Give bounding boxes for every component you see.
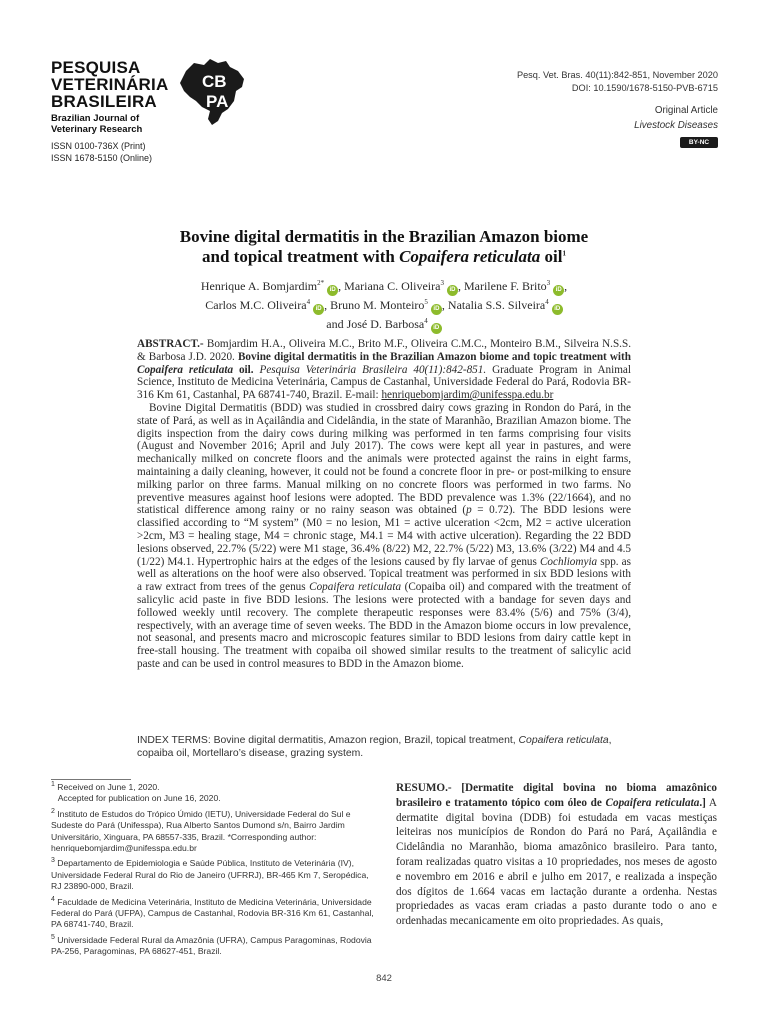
author-affiliation-ref: 4 <box>424 317 428 325</box>
author-name[interactable]: Mariana C. Oliveira <box>344 279 441 293</box>
journal-subtitle <box>51 113 142 135</box>
email-link[interactable]: henriquebomjardim@unifesspa.edu.br <box>381 389 554 402</box>
journal-name <box>51 59 168 110</box>
author-name[interactable]: Henrique A. Bomjardim <box>200 279 318 293</box>
author-affiliation-ref: 4 <box>545 298 549 306</box>
resumo-text: A dermatite digital bovina (DDB) foi estudada em vacas mestiças leiteiras nos municípios de Rondon do Pará no Pará, Açailândia e Cidelândia no Maranhão, bioma amazônico brasileiro. Para tanto, foram realizadas quatro visitas a 10 propriedades, nos meses de agosto e novembro em 2016 e abril e julho em 2017, e realizada a inspeção dos dígitos de 1.664 vacas em lactação durante a ordenha. Nestas propriedades as vacas eram criadas a pasto durante todo o ano e ordenhadas mecanicamente em oito propriedades. As quais, <box>396 796 718 928</box>
author-name[interactable]: Bruno M. Monteiro <box>330 298 425 312</box>
abstract-genus: Cochliomyia <box>539 555 598 568</box>
logo-text-bottom: PA <box>206 92 229 111</box>
title-footnote-ref: 1 <box>562 249 566 258</box>
orcid-icon[interactable]: iD <box>313 304 324 315</box>
abstract-p-symbol: p <box>466 504 472 517</box>
citation-info <box>517 69 718 95</box>
abstract-text: spp. as well as alterations on the hoof were also observed. Topical treatment was performed in six BDD lesions with a raw extract from trees of the genus <box>137 555 631 594</box>
abstract-text: (Copaiba oil) and compared with the treatment of salicylic acid paste in five BDD lesions. The lesions were protected with a bandage for seven days and followed weekly until recovery. The complete therapeutic responses were 83.4% (5/6) and 75% (3/4), respectively, with an average time of seven weeks. The BDD in the Amazon biome occurs in low prevalence, not seasonal, and presents macro and microscopic features similar to BDD lesions from dairy cattle kept in free-stall housing. The treatment with copaiba oil showed similar results to the treatment of salicylic acid paste and can be used in control measures to BDD in the Amazon biome. <box>137 581 632 670</box>
title-species: Copaifera reticulata <box>399 247 541 266</box>
footnote-text: Universidade Federal Rural da Amazônia (UFRA), Campus Paragominas, Rodovia PA-256, Paragominas, PA 68627-451, Brazil. <box>51 934 372 957</box>
abstract-citation-paragraph <box>137 338 631 402</box>
citation-line: Pesq. Vet. Bras. 40(11):842-851, November 2020 <box>516 70 718 80</box>
journal-subtitle-line: Brazilian Journal of <box>51 113 140 124</box>
footnotes <box>51 782 378 962</box>
license-label: BY-NC <box>688 139 710 146</box>
footnote-number: 1 <box>51 781 55 789</box>
footnote-text: Instituto de Estudos do Trópico Úmido (IETU), Universidade Federal do Sul e Sudeste do Pará (Unifesspa), Rua Alberto Santos Dumond s/n, Bairro Jardim Universitário, Xinguara, PA 68557-335, Brazil. *Corresponding author: henriquebomjardim@unifesspa.edu.br <box>51 808 351 854</box>
issn-online: ISSN 1678-5150 (Online) <box>51 153 153 163</box>
footnote-number: 5 <box>51 934 55 942</box>
author-separator: , <box>441 298 448 312</box>
author-separator: , <box>457 279 464 293</box>
footnote <box>51 793 378 804</box>
author-name[interactable]: and José D. Barbosa <box>326 317 425 331</box>
journal-name-line: PESQUISA <box>51 58 141 77</box>
journal-name-line: BRASILEIRA <box>51 92 157 111</box>
abstract-text: Bovine Digital Dermatitis (BDD) was studied in crossbred dairy cows grazing in Rondon do Pará, in the state of Pará, as well as in Açailândia and Cidelândia, in the state of Maranhão, Brazilian Amazon biome. The digits inspection from the dairy cows during milking was performed in ten farms comprising four visits (August and November 2016; April and July 2017). The cows were kept all year in pastures, and were mechanically milked on concrete floors and the animals were protected against the rains in eight farms, maintaining a daily cleaning, however, it could not be found a concrete floor in pre- or post-milking to ensure milking parlor on three farms. Manual milking on no concrete floors was performed in two farms. No preventive measures against hoof lesions were adopted. The BDD prevalence was 1.3% (22/1664), and no statistical difference among rainy or no rainy season was obtained ( <box>137 401 631 517</box>
footnote-text: Faculdade de Medicina Veterinária, Instituto de Medicina Veterinária, Universidade Federal do Pará (UFPA), Campus de Castanhal, Rodovia BR-316 Km 61, Castanhal, PA 68741-740, Brazil. <box>51 896 374 930</box>
footnote <box>51 809 378 855</box>
footnote-number: 3 <box>51 857 55 865</box>
cbpa-logo <box>178 57 246 127</box>
footnote-number: 2 <box>51 807 55 815</box>
index-terms-text: , copaiba oil, Mortellaro’s disease, grazing system. <box>137 735 612 759</box>
abstract-title-species: Copaifera reticulata <box>137 363 234 376</box>
author-affiliation-ref: 3 <box>440 279 444 287</box>
article-type-block <box>634 103 718 133</box>
page-number: 842 <box>376 973 392 984</box>
resumo <box>396 781 717 929</box>
author-affiliation-ref: 5 <box>424 298 428 306</box>
journal-subtitle-line: Veterinary Research <box>51 124 143 135</box>
author-affiliation-ref: 2* <box>317 279 325 287</box>
abstract-label: ABSTRACT.- <box>137 338 204 350</box>
journal-name-line: VETERINÁRIA <box>51 75 169 94</box>
footnote <box>51 935 378 958</box>
footnote <box>51 782 378 793</box>
orcid-icon[interactable]: iD <box>327 285 338 296</box>
footnote-text: Departamento de Epidemiologia e Saúde Pública, Instituto de Veterinária (IV), Universidade Federal Rural do Rio de Janeiro (UFRRJ), BR-465 Km 7, Seropédica, RJ 23890-000, Brazil. <box>51 858 369 892</box>
abstract-title-end: oil. <box>233 363 254 376</box>
orcid-icon[interactable]: iD <box>447 285 458 296</box>
issn-block <box>51 140 152 164</box>
author-affiliation-ref: 3 <box>546 279 551 287</box>
footnote-divider <box>51 779 131 780</box>
author-name[interactable]: Natalia S.S. Silveira <box>447 298 546 312</box>
index-terms <box>137 734 631 760</box>
resumo-title: [Dermatite digital bovina no bioma amazônico brasileiro e tratamento tópico com óleo de <box>396 782 717 809</box>
index-terms-species: Copaifera reticulata <box>518 735 609 746</box>
title-line-2a: and topical treatment with <box>202 247 400 266</box>
article-title <box>60 227 708 267</box>
orcid-icon[interactable]: iD <box>553 285 564 296</box>
author-separator: , <box>324 298 331 312</box>
footnote-text: Accepted for publication on June 16, 2020. <box>51 793 221 804</box>
orcid-icon[interactable]: iD <box>552 304 563 315</box>
index-terms-text: INDEX TERMS: Bovine digital dermatitis, Amazon region, Brazil, topical treatment, <box>137 735 519 746</box>
abstract-text: = 0.72). The BDD lesions were classified according to “M system” (M0 = no lesion, M1 = active ulceration <2cm, M2 = active ulceration >2cm, M3 = healing stage, M4 = chronic stage, M4.1 = M4 with active ulceration). Regarding the 22 BDD lesions observed, 22.7% (5/22) were M1 stage, 36.4% (8/22) M2, 22.7% (5/22) M3, 13.6% (3/22) M4 and 4.5 (1/22) M4.1. Hypertrophic hairs at the edges of the lesions caused by fly larvae of genus <box>137 504 631 568</box>
resumo-title-end: .] <box>699 796 706 809</box>
abstract-citation: Bomjardim H.A., Oliveira M.C., Brito M.F., Oliveira C.M.C., Monteiro B.M., Silveira N.S.S. & Barbosa J.D. 2020. <box>137 338 631 363</box>
author-name[interactable]: Marilene F. Brito <box>463 279 547 293</box>
cc-license-badge[interactable] <box>680 137 718 148</box>
footnote <box>51 858 378 892</box>
logo-text-top: CB <box>202 72 227 91</box>
issn-print: ISSN 0100-736X (Print) <box>51 141 146 151</box>
resumo-species: Copaifera reticulata <box>605 796 700 809</box>
author-separator: , <box>338 279 345 293</box>
abstract <box>137 338 631 671</box>
resumo-label: RESUMO.- <box>396 782 452 794</box>
abstract-title: Bovine digital dermatitis in the Brazilian Amazon biome and topic treatment with <box>237 350 631 363</box>
article-category: Livestock Diseases <box>634 120 718 131</box>
footnote <box>51 897 378 931</box>
title-line-1: Bovine digital dermatitis in the Brazilian Amazon biome <box>179 227 589 246</box>
author-affiliation-ref: 4 <box>306 298 311 306</box>
abstract-species: Copaifera reticulata <box>309 581 402 594</box>
abstract-affiliation: Graduate Program in Animal Science, Instituto de Medicina Veterinária, Campus de Castanhal, Universidade Federal do Pará, Rodovia BR-316 Km 61, Castanhal, PA 68741-740, Brazil. E-mail: <box>137 363 632 402</box>
abstract-body <box>137 402 631 671</box>
author-separator: , <box>564 279 568 293</box>
orcid-icon[interactable]: iD <box>431 304 442 315</box>
author-list <box>80 277 688 334</box>
orcid-icon[interactable]: iD <box>431 323 442 334</box>
article-type: Original Article <box>654 105 718 116</box>
footnote-text: Received on June 1, 2020. <box>54 782 160 792</box>
abstract-journal-ref: Pesquisa Veterinária Brasileira 40(11):842-851. <box>253 363 487 376</box>
doi-link[interactable]: DOI: 10.1590/1678-5150-PVB-6715 <box>571 83 718 93</box>
author-name[interactable]: Carlos M.C. Oliveira <box>205 298 307 312</box>
title-line-2b: oil <box>540 247 563 266</box>
footnote-number: 4 <box>51 895 55 903</box>
